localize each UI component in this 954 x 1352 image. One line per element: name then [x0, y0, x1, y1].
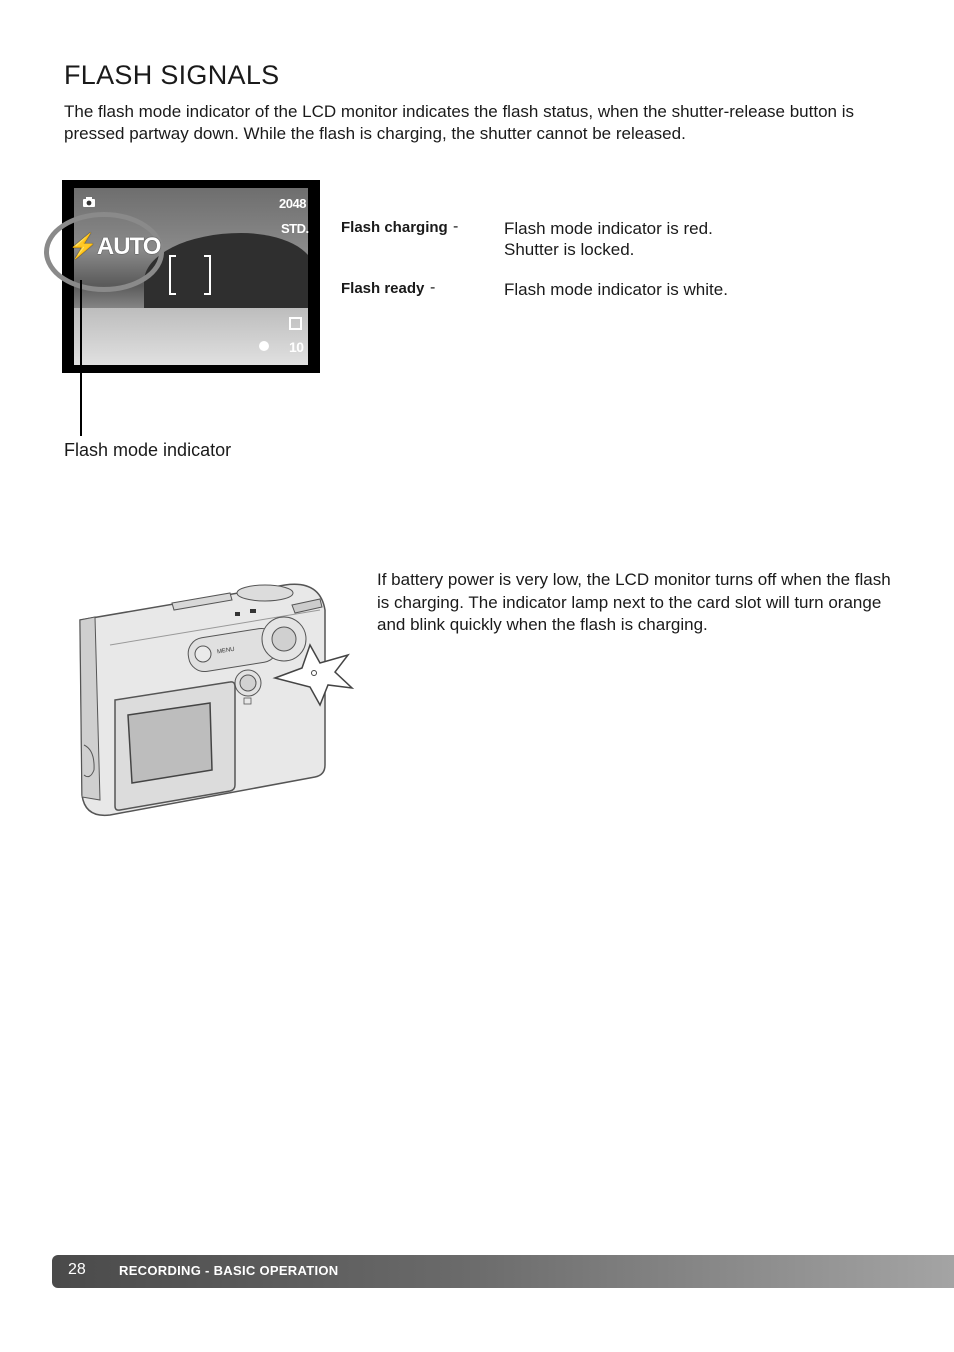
- signal-charging-dash: -: [453, 218, 459, 235]
- page-number: 28: [68, 1261, 86, 1278]
- camera-back-illustration: [70, 575, 360, 820]
- callout-line: [80, 280, 82, 436]
- battery-indicator-icon: [258, 340, 270, 352]
- signal-ready-label: Flash ready: [341, 280, 425, 297]
- page-title: FLASH SIGNALS: [64, 60, 280, 90]
- signal-ready-dash: -: [430, 279, 436, 296]
- callout-label: Flash mode indicator: [64, 440, 232, 460]
- battery-note: If battery power is very low, the LCD monitor turns off when the flash is charging. The indicator lamp next to the card slot will turn orange and blink quickly when the flash is charging.: [377, 570, 891, 634]
- image-size-indicator: 2048: [279, 196, 306, 211]
- flash-mode-indicator: [68, 232, 160, 261]
- signal-charging-line-2: Shutter is locked.: [504, 240, 635, 259]
- section-name: RECORDING - BASIC OPERATION: [119, 1263, 339, 1278]
- menu-button-label: MENU: [216, 646, 236, 656]
- flash-mode-label: AUTO: [96, 233, 161, 260]
- signal-ready-line-1: Flash mode indicator is white.: [504, 280, 728, 299]
- flash-bolt-icon: ⚡: [68, 233, 97, 260]
- camera-mode-icon: [82, 196, 96, 208]
- frame-counter: 10: [289, 339, 304, 355]
- image-quality-indicator: STD.: [281, 221, 309, 236]
- metering-mode-icon: [289, 317, 302, 330]
- intro-paragraph: The flash mode indicator of the LCD monitor indicates the flash status, when the shutter-release button is pressed partway down. While the flash is charging, the shutter cannot be released.: [64, 102, 854, 143]
- signal-charging-line-1: Flash mode indicator is red.: [504, 219, 713, 238]
- lcd-beach: [74, 308, 308, 365]
- focus-frame-icon: [168, 254, 212, 296]
- signal-ready: [341, 280, 424, 298]
- signal-charging: [341, 219, 448, 237]
- signal-charging-label: Flash charging: [341, 219, 448, 236]
